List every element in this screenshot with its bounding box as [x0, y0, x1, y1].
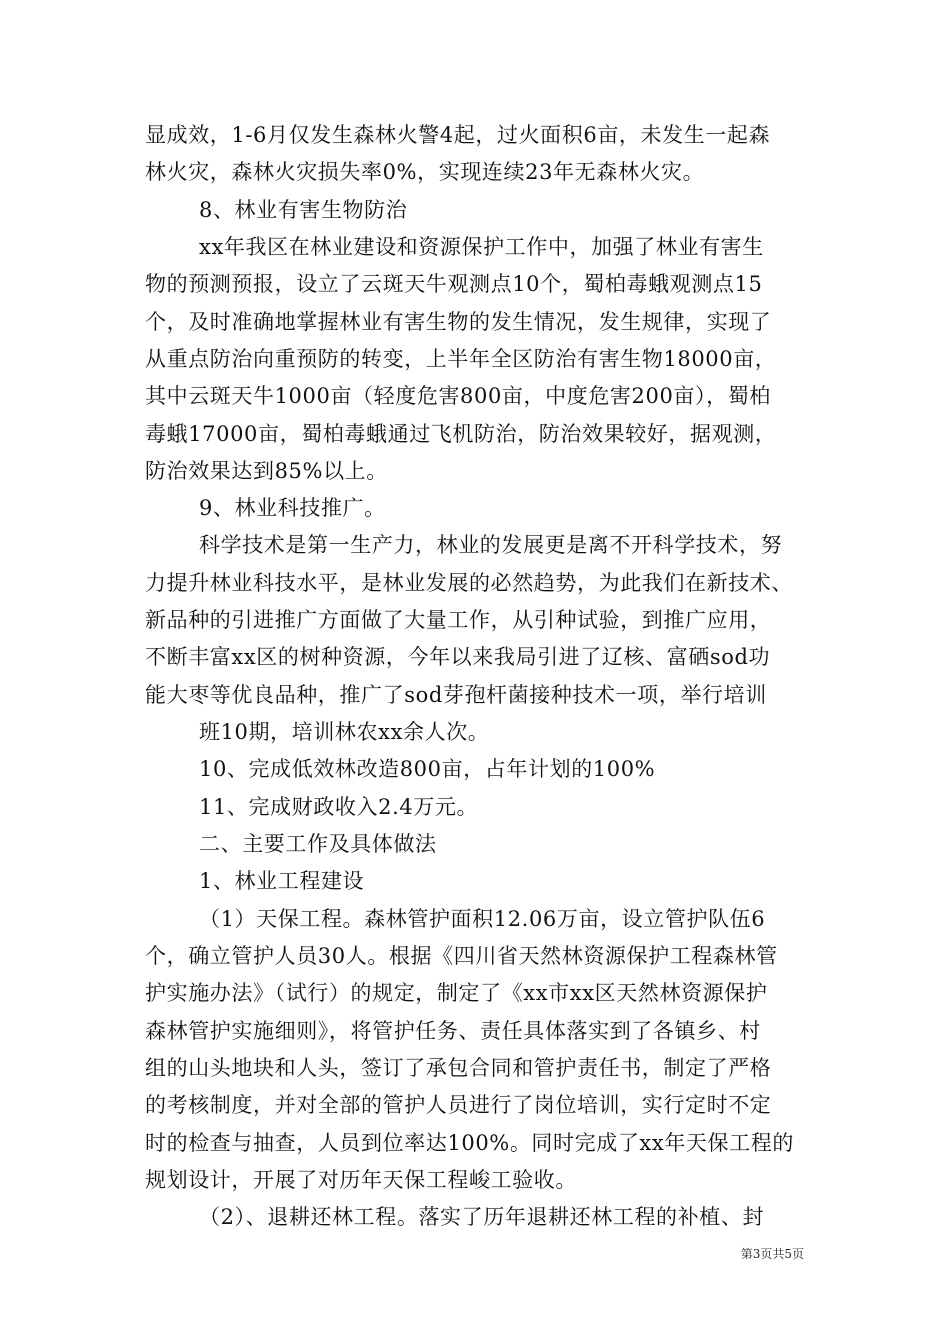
text-line: 力提升林业科技水平，是林业发展的必然趋势，为此我们在新技术、	[145, 571, 793, 595]
text-line: 科学技术是第一生产力，林业的发展更是离不开科学技术，努	[199, 533, 783, 557]
text-line: 组的山头地块和人头，签订了承包合同和管护责任书，制定了严格	[145, 1056, 772, 1080]
text-line: 显成效，1-6月仅发生森林火警4起，过火面积6亩，未发生一起森	[145, 123, 771, 147]
text-line: 规划设计，开展了对历年天保工程峻工验收。	[145, 1168, 577, 1192]
text-line: 物的预测预报，设立了云斑天牛观测点10个，蜀柏毒蛾观测点15	[145, 272, 763, 296]
text-line: 毒蛾17000亩，蜀柏毒蛾通过飞机防治，防治效果较好，据观测，	[145, 422, 777, 446]
text-line: 其中云斑天牛1000亩（轻度危害800亩，中度危害200亩），蜀柏	[145, 384, 771, 408]
text-line: 个，及时准确地掌握林业有害生物的发生情况，发生规律，实现了	[145, 310, 772, 334]
page-number-footer: 第3页共5页	[740, 1247, 804, 1261]
text-line: 护实施办法》（试行）的规定，制定了《xx市xx区天然林资源保护	[145, 981, 768, 1005]
text-line: 个，确立管护人员30人。根据《四川省天然林资源保护工程森林管	[145, 944, 778, 968]
text-line: （1）天保工程。森林管护面积12.06万亩，设立管护队伍6	[199, 907, 766, 931]
text-line: 班10期，培训林农xx余人次。	[199, 720, 490, 744]
text-line: 不断丰富xx区的树种资源，今年以来我局引进了辽核、富硒sod功	[145, 645, 771, 669]
text-line: 森林管护实施细则》，将管护任务、责任具体落实到了各镇乡、村	[145, 1019, 761, 1043]
text-line: xx年我区在林业建设和资源保护工作中，加强了林业有害生	[199, 235, 764, 259]
text-line: 的考核制度，并对全部的管护人员进行了岗位培训，实行定时不定	[145, 1093, 772, 1117]
text-line: 10、完成低效林改造800亩，占年计划的100%	[199, 757, 656, 781]
text-line: 时的检查与抽查，人员到位率达100%。同时完成了xx年天保工程的	[145, 1131, 794, 1155]
section-heading: 8、林业有害生物防治	[199, 198, 408, 222]
text-line: 新品种的引进推广方面做了大量工作，从引种试验，到推广应用，	[145, 608, 772, 632]
text-line: 林火灾，森林火灾损失率0%，实现连续23年无森林火灾。	[145, 160, 705, 184]
section-heading: 二、主要工作及具体做法	[199, 832, 437, 856]
section-heading: 9、林业科技推广。	[199, 496, 386, 520]
text-line: 能大枣等优良品种，推广了sod芽孢杆菌接种技术一项，举行培训	[145, 683, 767, 707]
section-heading: 1、林业工程建设	[199, 869, 365, 893]
text-line: 11、完成财政收入2.4万元。	[199, 795, 479, 819]
text-line: 从重点防治向重预防的转变，上半年全区防治有害生物18000亩，	[145, 347, 777, 371]
text-line: （2）、退耕还林工程。落实了历年退耕还林工程的补植、封	[199, 1205, 765, 1229]
text-line: 防治效果达到85%以上。	[145, 459, 388, 483]
